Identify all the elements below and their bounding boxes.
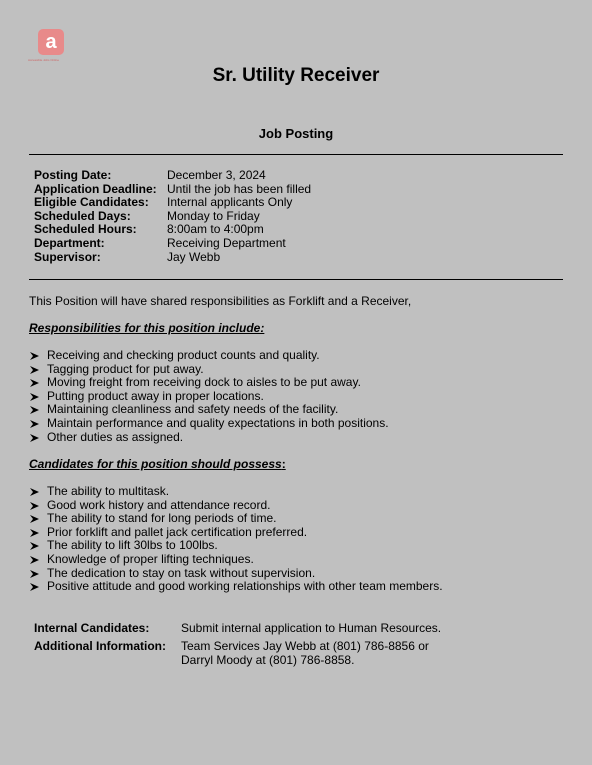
detail-value: Monday to Friday	[167, 208, 260, 223]
detail-row	[34, 251, 311, 265]
internal-candidates-label: Internal Candidates:	[34, 621, 150, 635]
arrow-bullet-icon	[30, 515, 39, 523]
qualifications-heading-text: Candidates for this position should possess	[29, 457, 282, 471]
page-title: Sr. Utility Receiver	[212, 65, 380, 86]
additional-info-value	[181, 639, 441, 667]
list-item-text: The dedication to stay on task without supervision.	[47, 565, 316, 580]
detail-label: Posting Date:	[34, 168, 112, 182]
list-item	[29, 363, 389, 377]
detail-row	[34, 237, 311, 251]
detail-row	[34, 223, 311, 237]
detail-label: Eligible Candidates:	[34, 195, 149, 210]
detail-value: Jay Webb	[167, 249, 221, 264]
page-subtitle: Job Posting	[258, 126, 334, 141]
arrow-bullet-icon	[30, 393, 39, 401]
list-item	[29, 580, 443, 594]
list-item	[29, 499, 443, 513]
responsibilities-heading: Responsibilities for this position include:	[29, 321, 265, 335]
detail-row	[34, 169, 311, 183]
detail-row	[34, 183, 311, 197]
list-item-text: Tagging product for put away.	[47, 361, 204, 376]
list-item-text: Positive attitude and good working relationships with other team members.	[47, 579, 443, 594]
contact-table	[34, 621, 441, 667]
list-item-text: Good work history and attendance record.	[47, 497, 271, 512]
list-item	[29, 349, 389, 363]
contact-row	[34, 639, 441, 667]
logo-caption: Accessible Jobs Online	[28, 58, 60, 61]
posting-details-table	[34, 169, 311, 264]
detail-label: Application Deadline:	[34, 181, 157, 196]
logo-letter: a	[45, 31, 57, 53]
list-item	[29, 539, 443, 553]
detail-value: December 3, 2024	[167, 168, 266, 182]
list-item-text: The ability to stand for long periods of time.	[47, 511, 277, 526]
arrow-bullet-icon	[30, 583, 39, 591]
arrow-bullet-icon	[30, 542, 39, 550]
arrow-bullet-icon	[30, 434, 39, 442]
list-item-text: The ability to lift 30lbs to 100lbs.	[47, 538, 218, 553]
arrow-bullet-icon	[30, 406, 39, 414]
list-item	[29, 526, 443, 540]
list-item-text: Prior forklift and pallet jack certification preferred.	[47, 524, 308, 539]
qualifications-list	[29, 485, 443, 594]
arrow-bullet-icon	[30, 366, 39, 374]
detail-row	[34, 210, 311, 224]
list-item	[29, 403, 389, 417]
list-item-text: Knowledge of proper lifting techniques.	[47, 551, 254, 566]
list-item	[29, 390, 389, 404]
detail-value: Internal applicants Only	[167, 195, 293, 210]
company-logo	[28, 28, 76, 64]
additional-info-line: Darryl Moody at (801) 786-8858.	[181, 653, 355, 667]
detail-label: Department:	[34, 235, 105, 250]
list-item	[29, 567, 443, 581]
contact-row	[34, 621, 441, 639]
responsibilities-list	[29, 349, 389, 444]
list-item	[29, 485, 443, 499]
list-item-text: Other duties as assigned.	[47, 429, 184, 444]
logo-mark	[38, 29, 64, 55]
qualifications-heading-colon: :	[281, 457, 286, 471]
additional-info-line: Team Services Jay Webb at (801) 786-8856 or	[181, 639, 429, 653]
list-item	[29, 417, 389, 431]
detail-label: Scheduled Days:	[34, 208, 131, 223]
bottom-divider	[29, 279, 563, 280]
arrow-bullet-icon	[30, 488, 39, 496]
arrow-bullet-icon	[30, 570, 39, 578]
detail-value: 8:00am to 4:00pm	[167, 222, 264, 237]
arrow-bullet-icon	[30, 379, 39, 387]
detail-row	[34, 196, 311, 210]
arrow-bullet-icon	[30, 352, 39, 360]
arrow-bullet-icon	[30, 529, 39, 537]
detail-label: Scheduled Hours:	[34, 222, 137, 237]
list-item-text: Moving freight from receiving dock to aisles to be put away.	[47, 375, 361, 390]
list-item	[29, 553, 443, 567]
list-item	[29, 431, 389, 445]
arrow-bullet-icon	[30, 420, 39, 428]
qualifications-heading	[29, 457, 286, 471]
list-item-text: Putting product away in proper locations.	[47, 388, 264, 403]
list-item-text: Maintain performance and quality expectations in both positions.	[47, 415, 389, 430]
additional-info-label: Additional Information:	[34, 639, 166, 653]
detail-value: Until the job has been filled	[167, 181, 312, 196]
detail-label: Supervisor:	[34, 249, 101, 264]
arrow-bullet-icon	[30, 502, 39, 510]
arrow-bullet-icon	[30, 556, 39, 564]
internal-candidates-value: Submit internal application to Human Resources.	[181, 621, 442, 635]
list-item	[29, 512, 443, 526]
detail-value: Receiving Department	[167, 235, 286, 250]
list-item-text: Receiving and checking product counts and quality.	[47, 348, 320, 362]
list-item-text: Maintaining cleanliness and safety needs of the facility.	[47, 402, 339, 417]
intro-text: This Position will have shared responsibilities as Forklift and a Receiver,	[29, 294, 412, 308]
top-divider	[29, 154, 563, 155]
list-item-text: The ability to multitask.	[47, 484, 170, 498]
list-item	[29, 376, 389, 390]
